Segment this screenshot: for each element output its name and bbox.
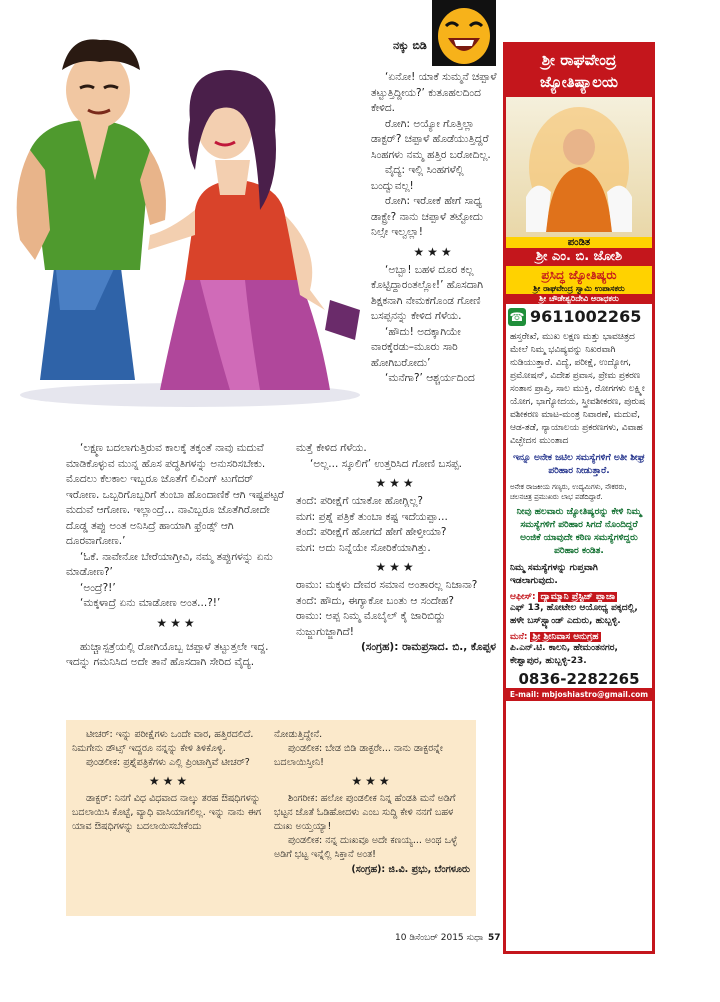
paragraph: ಶಿಂಗರೀಕ: ಹಲೋ ಪುಂಡಲೀಕ ನಿನ್ನ ಹೆಂಡತಿ ಮನೆ ಅಡಿಗೆ ಭಟ್ಟನ ಜೊತೆ ಓಡಿಹೋದಳು ಎಂಬ ಸುದ್ದಿ ಕೇಳಿ ನನಗೆ ಬಹಳ ದುಃಖ ಅಯ್ತಯ್ಯಾ! — [274, 793, 456, 832]
astrology-advertisement — [503, 42, 655, 954]
ad-phone-row — [506, 304, 652, 329]
ad-role: ಪ್ರಸಿದ್ಧ ಜ್ಯೋತಿಷ್ಯರು — [506, 266, 652, 284]
ad-body: ಹಸ್ತರೇಖೆ, ಮುಖ ಲಕ್ಷಣ ಮತ್ತು ಭಾವಚಿತ್ರದ ಮೇಲೆ ನಿಮ್ಮ ಭವಿಷ್ಯವನ್ನು ನಿಖರವಾಗಿ ನುಡಿಯುತ್ತಾರೆ. ವಿದ್ಯೆ, ಪರೀಕ್ಷೆ, ಉದ್ಯೋಗ, ಪ್ರಮೋಷನ್, ವಿದೇಶ ಪ್ರವಾಸ, ಪ್ರೇಮ ಪ್ರಕರಣ ಸಂತಾನ ಪ್ರಾಪ್ತಿ, ಸಾಲ ಮುಕ್ತಿ, ರೋಗಗಳು ಲಕ್ಷ್ಮೀ ಯೋಗ, ಭಾಗ್ಯೋದಯ, ಸ್ತ್ರೀವಶೀಕರಣ, ಪುರುಷ ವಶೀಕರಣ ಮಾಟ-ಮಂತ್ರ ನಿವಾರಣೆ, ಮದುವೆ, ಆಡ-ತಡೆ, ನ್ಯಾಯಾಲಯ ಪ್ರಕರಣಗಳು, ವಿವಾಹ ವಿಚ್ಛೇದನ ಮುಂತಾದ — [510, 332, 646, 446]
ad-blue-text: ಇನ್ನೂ ಅನೇಕ ಜಟಿಲ ಸಮಸ್ಯೆಗಳಿಗೆ ಅತೀ ಶೀಘ್ರ ಪರಿಹಾರ ನೀಡುತ್ತಾರೆ. — [513, 453, 645, 476]
ad-office — [506, 590, 652, 630]
page-title: ನಕ್ಕು ಬಿಡಿ — [393, 39, 427, 52]
paragraph: ಪುಂಡಲೀಕ: ಬೇಡ ಬಿಡಿ ಡಾಕ್ಟರೇ... ನಾನು ಡಾಕ್ಟರನ್ನೇ ಬದಲಾಯಿಸ್ತೀನಿ! — [274, 743, 443, 768]
ad-email: E-mail: mbjoshiastro@gmail.com — [506, 688, 652, 701]
paragraph: ‘ಅಲ್ಲ... ಸ್ಕೂಲಿಗೆ’ ಉತ್ತರಿಸಿದ ಗೋಣಿ ಬಸಪ್ಪ. — [310, 457, 462, 470]
paragraph: ಪುಂಡಲೀಕ: ನನ್ನ ದುಃಖವೂ ಅದೇ ಕಣಯ್ಯ... ಅಂಥ ಒಳ್ಳೆ ಅಡಿಗೆ ಭಟ್ಟ ಇನ್ನೆಲ್ಲಿ ಸಿಕ್ತಾನೆ ಅಂತ! — [274, 835, 458, 860]
ad-home-name: ಶ್ರೀ ಶ್ರೀನಿವಾಸ ಅನುಗ್ರಹ — [532, 632, 599, 642]
separator-stars: ★★★ — [375, 560, 417, 574]
paragraph: ಹುಚ್ಚಾಸ್ಪತ್ರೆಯಲ್ಲಿ ರೋಗಿಯೊಬ್ಬ ಚಪ್ಪಾಳೆ ತಟ್ಟುತ್ತಲೇ ಇದ್ದ. ಇದನ್ನು ಗಮನಿಸಿದ ಅದೇ ತಾನೆ ಹೊಸದಾಗಿ ಸೇರಿದ ವೈದ್ಯ. — [66, 640, 269, 668]
text-column-right-top — [371, 70, 497, 387]
cartoon-illustration — [0, 10, 375, 410]
ad-green-text: ನೀವು ಹಲವಾರು ಜ್ಯೋತಿಷ್ಯರನ್ನು ಕೇಳಿ ನಿಮ್ಮ ಸಮಸ್ಯೆಗಳಿಗೆ ಪರಿಹಾರ ಸಿಗದೆ ನೊಂದಿದ್ದರೆ ಅಂಜಿಕೆ ಯಾವುದೇ ಕಠಿಣ ಸಮಸ್ಯೆಗಳಿದ್ದರು ಪರಿಹಾರ ಕಂಡಿತ. — [516, 507, 642, 556]
woman-figure — [148, 70, 330, 390]
paragraph: ಮಗ: ಪ್ರಶ್ನೆ ಪತ್ರಿಕೆ ತುಂಬಾ ಕಷ್ಟ ಇದೆಯಪ್ಪಾ... — [296, 510, 448, 523]
page-number: 57 — [488, 933, 501, 943]
paragraph: ಪುಂಡಲೀಕ: ಪ್ರಶ್ನೆಪತ್ರಿಕೆಗಳು ಎಲ್ಲಿ ಪ್ರಿಂಟಾಗ್ತಿವೆ ಟೀಚರ್? — [86, 757, 250, 768]
ad-office-addr: ಎಫ್ 13, ಹೋಟೇಲ ಆಯೋಧ್ಯ ಪಕ್ಕದಲ್ಲಿ, ಹಳೇ ಬಸ್‌ಸ್ಟ್ಯಾಂಡ್ ಎದುರು, ಹುಬ್ಬಳ್ಳಿ. — [510, 603, 638, 626]
paragraph: ‘ಏನೋ! ಯಾಕೆ ಸುಮ್ಮನೆ ಚಪ್ಪಾಳೆ ತಟ್ಟುತ್ತಿದ್ದೀಯ?’ ಕುತೂಹಲದಿಂದ ಕೇಳಿದ. — [371, 71, 497, 114]
ad-secret-text: ನಿಮ್ಮ ಸಮಸ್ಯೆಗಳನ್ನು ಗುಪ್ತವಾಗಿ ಇಡಲಾಗುವುದು. — [510, 563, 598, 586]
deity-image — [506, 97, 652, 237]
ad-sub1: ಶ್ರೀ ರಾಘವೇಂದ್ರ ಸ್ವಾಮಿ ಉಪಾಸಕರು — [506, 284, 652, 294]
laughing-face-icon — [432, 0, 496, 66]
credit: (ಸಂಗ್ರಹ): ರಾಮಪ್ರಸಾದ. ಬಿ., ಕೊಪ್ಪಳ — [361, 641, 496, 653]
ad-home-addr: ಪಿ.ಎನ್.ಟಿ. ಕಾಲನಿ, ಹೇಮಂತನಗರ, ಕೇಶ್ವಾಪುರ, ಹುಬ್ಬಳ್ಳಿ-23. — [510, 643, 618, 666]
ad-landline: 0836-2282265 — [518, 670, 640, 688]
paragraph: ಡಾಕ್ಟರ್: ನಿನಗೆ ವಿಧ ವಿಧವಾದ ನಾಲ್ಕು ತರಹ ಔಷಧಿಗಳನ್ನು ಬದಲಾಯಿಸಿ ಕೊಟ್ಟೆ, ವ್ಯಾಧಿ ವಾಸಿಯಾಗಲಿಲ್ಲ. ಇನ್ನು ನಾನು ಈಗ ಯಾವ ಔಷಧಿಗಳನ್ನು ಬದಲಾಯಿಸಬೇಕೆಂದು — [72, 793, 261, 832]
paragraph: ರಾಮು: ಮಕ್ಕಳು ದೇವರ ಸಮಾನ ಅಂತಾರಲ್ಲ ನಿಜಾನಾ? — [296, 579, 478, 591]
page-footer — [395, 933, 501, 943]
paragraph: ರೋಗಿ: ಅಯ್ಯೋ ಗೊತ್ತಿಲ್ಲಾ ಡಾಕ್ಟರ್? ಚಪ್ಪಾಳೆ ಹೊಡೆಯುತ್ತಿದ್ದರೆ ಸಿಂಹಗಳು ನಮ್ಮ ಹತ್ತಿರ ಬರೋದಿಲ್ಲ. — [371, 117, 491, 161]
ad-home-label: ಮನೆ: — [510, 632, 528, 642]
bottom-box-left — [72, 728, 267, 834]
ad-home — [506, 630, 652, 670]
paragraph: ಮತ್ತೆ ಕೇಳಿದ ಗೆಳೆಯ. — [296, 442, 367, 454]
paragraph: ತಂದೆ: ಪರೀಕ್ಷೆಗೆ ಯಾಕೋ ಹೋಗ್ಲಿಲ್ಲ? — [296, 495, 424, 507]
separator-stars: ★★★ — [148, 774, 191, 788]
paragraph: ‘ಲಕ್ಷ್ಮಣ ಬದಲಾಗುತ್ತಿರುವ ಕಾಲಕ್ಕೆ ತಕ್ಕಂತೆ ನಾವು ಮದುವೆ ಮಾಡಿಕೊಳ್ಳುವ ಮುನ್ನ ಹೊಸ ಪದ್ಧತಿಗಳನ್ನು ಅನುಸರಿಸಬೇಕು. ಮೊದಲು ಕೆಲಕಾಲ ಇಬ್ಬರೂ ಜೊತೆಗೆ ಲಿವಿಂಗ್ ಟುಗೆದರ್ ಇರೋಣ. ಒಬ್ಬರಿಗೊಬ್ಬರಿಗೆ ತುಂಬಾ ಹೊಂದಾಣಿಕೆ ಆಗಿ ಇಷ್ಟಪಟ್ಟರೆ ಮದುವೆ ಆಗೋಣ. ಇಲ್ಲಾಂದ್ರೆ... ನಾವಿಬ್ಬರೂ ಜೊತೆಗಿರೋದೇ ದೊಡ್ಡ ತಪ್ಪು ಅಂತ ಅನಿಸಿದ್ರೆ ಹಾಯಾಗಿ ಫ್ರೆಂಡ್ಸ್ ಆಗಿ ದೂರವಾಗೋಣ.’ — [66, 442, 284, 547]
credit: (ಸಂಗ್ರಹ): ಜಿ.ವಿ. ಪ್ರಭು, ಬೆಂಗಳೂರು — [351, 864, 470, 875]
folio-text: 10 ಡಿಸೆಂಬರ್ 2015 ಸುಧಾ — [395, 933, 484, 943]
paragraph: ‘ಓಕೆ. ನಾವೇನೋ ಬೇರೆಯಾಗ್ತೀವಿ, ನಮ್ಮ ತಪ್ಪುಗಳನ್ನು ಏನು ಮಾಡೋಣ?’ — [66, 550, 273, 578]
separator-stars: ★★★ — [413, 244, 455, 259]
paragraph: ಟೀಚರ್: ಇನ್ನು ಪರೀಕ್ಷೆಗಳು ಒಂದೇ ವಾರ, ಹತ್ತಿರದಲಿದೆ. ನಿಮಗೇನು ಡೌಟ್ಸ್ ಇದ್ದರೂ ನನ್ನನ್ನು ಕೇಳಿ ತಿಳಿಕೊಳ್ಳಿ. — [72, 729, 254, 754]
paragraph: ರಾಮು: ಅಪ್ಪ ನಿಮ್ಮ ಮೊಬೈಲ್ ಕೈ ಜಾರಿಬಿದ್ದು ನುಜ್ಜುಗುಜ್ಜಾಗಿದೆ! — [296, 610, 446, 638]
ad-office-label: ಆಫೀಸ್: — [510, 592, 536, 602]
paragraph: ‘ಅಂದ್ರೆ?!’ — [80, 581, 116, 594]
ad-title: ಶ್ರೀ ರಾಘವೇಂದ್ರ ಜ್ಯೋತಿಷ್ಯಾಲಯ — [506, 45, 652, 97]
ad-sub2: ಶ್ರೀ ಚೌಡೇಶ್ವರಿದೇವಿ ಆರಾಧಕರು — [506, 294, 652, 304]
paragraph: ತಂದೆ: ಪರೀಕ್ಷೆಗೆ ಹೋಗದೆ ಹೇಗೆ ಹೇಳ್ತೀಯಾ? — [296, 526, 447, 538]
phone-icon: ☎ — [509, 309, 525, 324]
text-column-left-mid — [66, 441, 288, 671]
paragraph: ಮಗ: ಅದು ನಿನ್ನೆಯೇ ಸೋರಿಕೆಯಾಗಿತ್ತು. — [296, 541, 431, 554]
ad-name: ಶ್ರೀ ಎಂ. ಬಿ. ಜೋಶಿ — [506, 248, 652, 266]
bottom-box-right — [274, 728, 470, 878]
text-column-right-mid — [296, 441, 496, 656]
paragraph: ನೋಡುತ್ತಿದ್ದೇನೆ. — [274, 729, 323, 740]
paragraph: ‘ಮಕ್ಕಳಾದ್ರೆ ಏನು ಮಾಡೋಣ ಅಂತ...?!’ — [80, 597, 221, 609]
bottom-jokes-box — [66, 720, 476, 916]
paragraph: ವೈದ್ಯ: ಇಲ್ಲಿ ಸಿಂಹಗಳೆಲ್ಲಿ ಬಂದ್ವುವಲ್ಲ! — [371, 164, 464, 192]
paragraph: ‘ಮನೆಗಾ?’ ಆಶ್ಚರ್ಯದಿಂದ — [385, 372, 475, 384]
ad-office-name: ದ್ಯಾಮ್ಮಾನಿ ಪ್ರೆಸ್ಟಿಜ್ ಪ್ಲಾಜಾ — [540, 592, 616, 602]
separator-stars: ★★★ — [351, 774, 393, 788]
ad-pandit-label: ಪಂಡಿತ — [506, 237, 652, 248]
paragraph: ತಂದೆ: ಹೌದು, ಈಗ್ಯಾಕೋ ಬಂತು ಆ ಸಂದೇಹ? — [296, 594, 455, 607]
paragraph: ‘ಅಬ್ಬಾ! ಬಹಳ ದೂರ ಕಲ್ಲ ಕೊಟ್ಟಿದ್ದಾರಂತಲ್ಲೋ!’ ಹೊಸದಾಗಿ ಶಿಕ್ಷಕನಾಗಿ ನೇಮಕಗೊಂಡ ಗೋಣಿ ಬಸಪ್ಪನನ್ನು ಕೇಳಿದ ಗೆಳೆಯ. — [371, 263, 483, 322]
paragraph: ‘ಹೌದು! ಅದಕ್ಕಾಗಿಯೇ ವಾರಕ್ಕೆರಡು–ಮೂರು ಸಾರಿ ಹೋಗಿಬರೋದು’ — [371, 325, 461, 369]
ad-small-text: ಅನೇಕ ರಾಜಕೀಯ ಗಣ್ಯರು, ಉದ್ಯಮಿಗಳು, ನೌಕರರು, ಚಲನಚಿತ್ರ ಪ್ರಮುಖರು ಲಾಭ ಪಡೆದಿದ್ದಾರೆ. — [510, 483, 627, 501]
separator-stars: ★★★ — [375, 476, 417, 490]
separator-stars: ★★★ — [156, 615, 198, 630]
ad-phone: 9611002265 — [530, 307, 642, 326]
man-figure — [17, 39, 166, 380]
paragraph: ರೋಗಿ: ಇರೋಕೆ ಹೇಗೆ ಸಾಧ್ಯ ಡಾಕ್ಟ್ರೇ? ನಾನು ಚಪ್ಪಾಳೆ ತಟ್ಟೋದು ನಿಲ್ಸೇ ಇಲ್ವಲ್ಲಾ! — [371, 195, 483, 238]
